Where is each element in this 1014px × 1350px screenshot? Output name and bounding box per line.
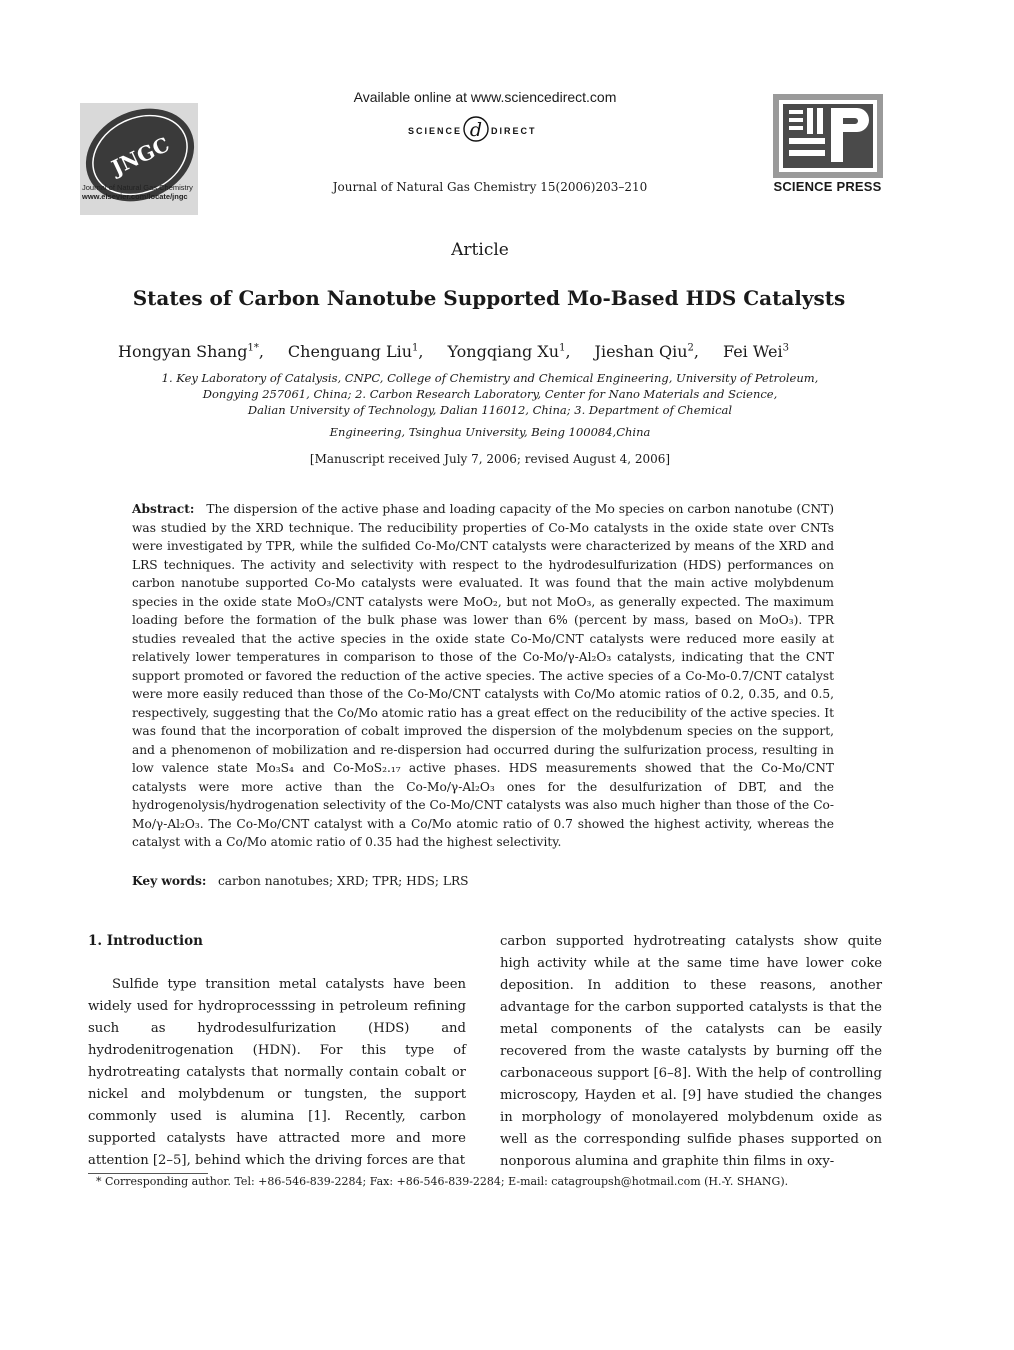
- science-press-caption: SCIENCE PRESS: [773, 179, 882, 194]
- abstract-label: Abstract:: [132, 502, 195, 516]
- abstract: [132, 500, 834, 852]
- affiliation-line: 1. Key Laboratory of Catalysis, CNPC, College of Chemistry and Chemical Engineering, University of Petroleum,: [161, 371, 819, 385]
- introduction-right-column: carbon supported hydrotreating catalysts show quite high activity while at the same time have lower coke deposition. In addition to these reasons, another advantage for the carbon supported catalysts is that the metal components of the catalysts can be easily recovered from the waste catalysts by burning off the carbonaceous support [6–8]. With the help of controlling microscopy, Hayden et al. [9] have studied the changes in morphology of monolayered molybdenum oxide as well as the corresponding sulfide phases supported on nonporous alumina and graphite thin films in oxy-: [500, 934, 882, 1169]
- author-affiliations: [110, 370, 870, 440]
- svg-text:SCIENCE: SCIENCE: [407, 126, 462, 136]
- author-name: Yongqiang Xu$^1$,: [447, 342, 571, 361]
- manuscript-dates: [Manuscript received July 7, 2006; revised August 4, 2006]: [309, 452, 671, 466]
- journal-reference: Journal of Natural Gas Chemistry 15(2006)203–210: [332, 180, 648, 194]
- corresponding-author-footnote: * Corresponding author. Tel: +86-546-839-2284; Fax: +86-546-839-2284; E-mail: catagroupsh@hotmail.com (H.-Y. SHANG).: [96, 1175, 789, 1188]
- article-type-label: Article: [451, 240, 509, 260]
- science-press-logo: [773, 94, 883, 178]
- svg-text:DIRECT: DIRECT: [491, 126, 537, 136]
- author-name: Hongyan Shang$^{1*}$,: [118, 342, 264, 361]
- affiliation-line: Dongying 257061, China; 2. Carbon Research Laboratory, Center for Nano Materials and Science,: [202, 387, 778, 401]
- section-heading-introduction: 1. Introduction: [88, 933, 203, 949]
- author-name: Fei Wei$^3$: [722, 342, 789, 361]
- svg-text:JNGC: JNGC: [107, 132, 174, 180]
- footnote-divider: [88, 1173, 208, 1174]
- author-name: Jieshan Qiu$^2$,: [594, 342, 699, 361]
- author-list: [118, 342, 878, 361]
- sciencedirect-logo: [360, 112, 610, 148]
- svg-text:d: d: [469, 119, 483, 141]
- available-online-notice: Available online at www.sciencedirect.com: [353, 89, 617, 105]
- abstract-text: The dispersion of the active phase and loading capacity of the Mo species on carbon nanotube (CNT) was studied by the XRD technique. The reducibility properties of Co-Mo catalysts in the oxide state over CNTs were investigated by TPR, while the sulfided Co-Mo/CNT catalysts were characterized by means of the XRD and LRS techniques. The activity and selectivity with respect to the hydrodesulfurization (HDS) performances on carbon nanotube supported Co-Mo catalysts were evaluated. It was found that the main active molybdenum species in the oxide state MoO₃/CNT catalysts were MoO₂, but not MoO₃, as generally expected. The maximum loading before the formation of the bulk phase was lower than 6% (percent by mass, based on MoO₃). TPR studies revealed that the active species in the oxide state Co-Mo/CNT catalysts were reduced more easily at relatively lower temperatures in comparison to those of the Co-Mo/γ-Al₂O₃ catalysts, indicating that the CNT support promoted or favored the reduction of the active species. The active species of a Co-Mo-0.7/CNT catalyst were more easily reduced than those of the Co-Mo/CNT catalysts with Co/Mo atomic ratios of 0.2, 0.35, and 0.5, respectively, suggesting that the Co/Mo atomic ratio has a great effect on the reducibility of the active species. It was found that the incorporation of cobalt improved the dispersion of the molybdenum species on the support, and a phenomenon of mobilization and re-dispersion had occurred during the sulfurization process, resulting in low valence state Mo₃S₄ and Co-MoS₂.₁₇ active phases. HDS measurements showed that the Co-Mo/CNT catalysts were more active than the Co-Mo/γ-Al₂O₃ ones for the desulfurization of DBT, and the hydrogenolysis/hydrogenation selectivity of the Co-Mo/CNT catalysts was also much higher than those of the Co-Mo/γ-Al₂O₃. The Co-Mo/CNT catalyst with a Co/Mo atomic ratio of 0.7 showed the highest activity, whereas the catalyst with a Co/Mo atomic ratio of 0.35 had the highest selectivity.: [132, 502, 834, 849]
- introduction-left-column: Sulfide type transition metal catalysts have been widely used for hydroprocesssing in petroleum refining such as hydrodesulfurization (HDS) and hydrodenitrogenation (HDN). For this type of hydrotreating catalysts that normally contain cobalt or nickel and molybdenum or tungsten, the support commonly used is alumina [1]. Recently, carbon supported catalysts have attracted more and more attention [2–5], behind which the driving forces are that: [88, 977, 466, 1168]
- affiliation-line: Dalian University of Technology, Dalian 116012, China; 3. Department of Chemical: [247, 403, 733, 417]
- paper-title: States of Carbon Nanotube Supported Mo-Based HDS Catalysts: [132, 286, 846, 310]
- author-name: Chenguang Liu$^1$,: [287, 342, 424, 361]
- keywords-text: carbon nanotubes; XRD; TPR; HDS; LRS: [217, 874, 469, 888]
- keywords: [132, 874, 834, 888]
- svg-text:SP: SP: [777, 176, 779, 177]
- affiliation-line: Engineering, Tsinghua University, Being 100084,China: [329, 425, 651, 439]
- jngc-logo-caption: Journal of Natural Gas Chemistry www.elsevier.com/locate/jngc: [82, 183, 193, 201]
- keywords-label: Key words:: [132, 874, 207, 888]
